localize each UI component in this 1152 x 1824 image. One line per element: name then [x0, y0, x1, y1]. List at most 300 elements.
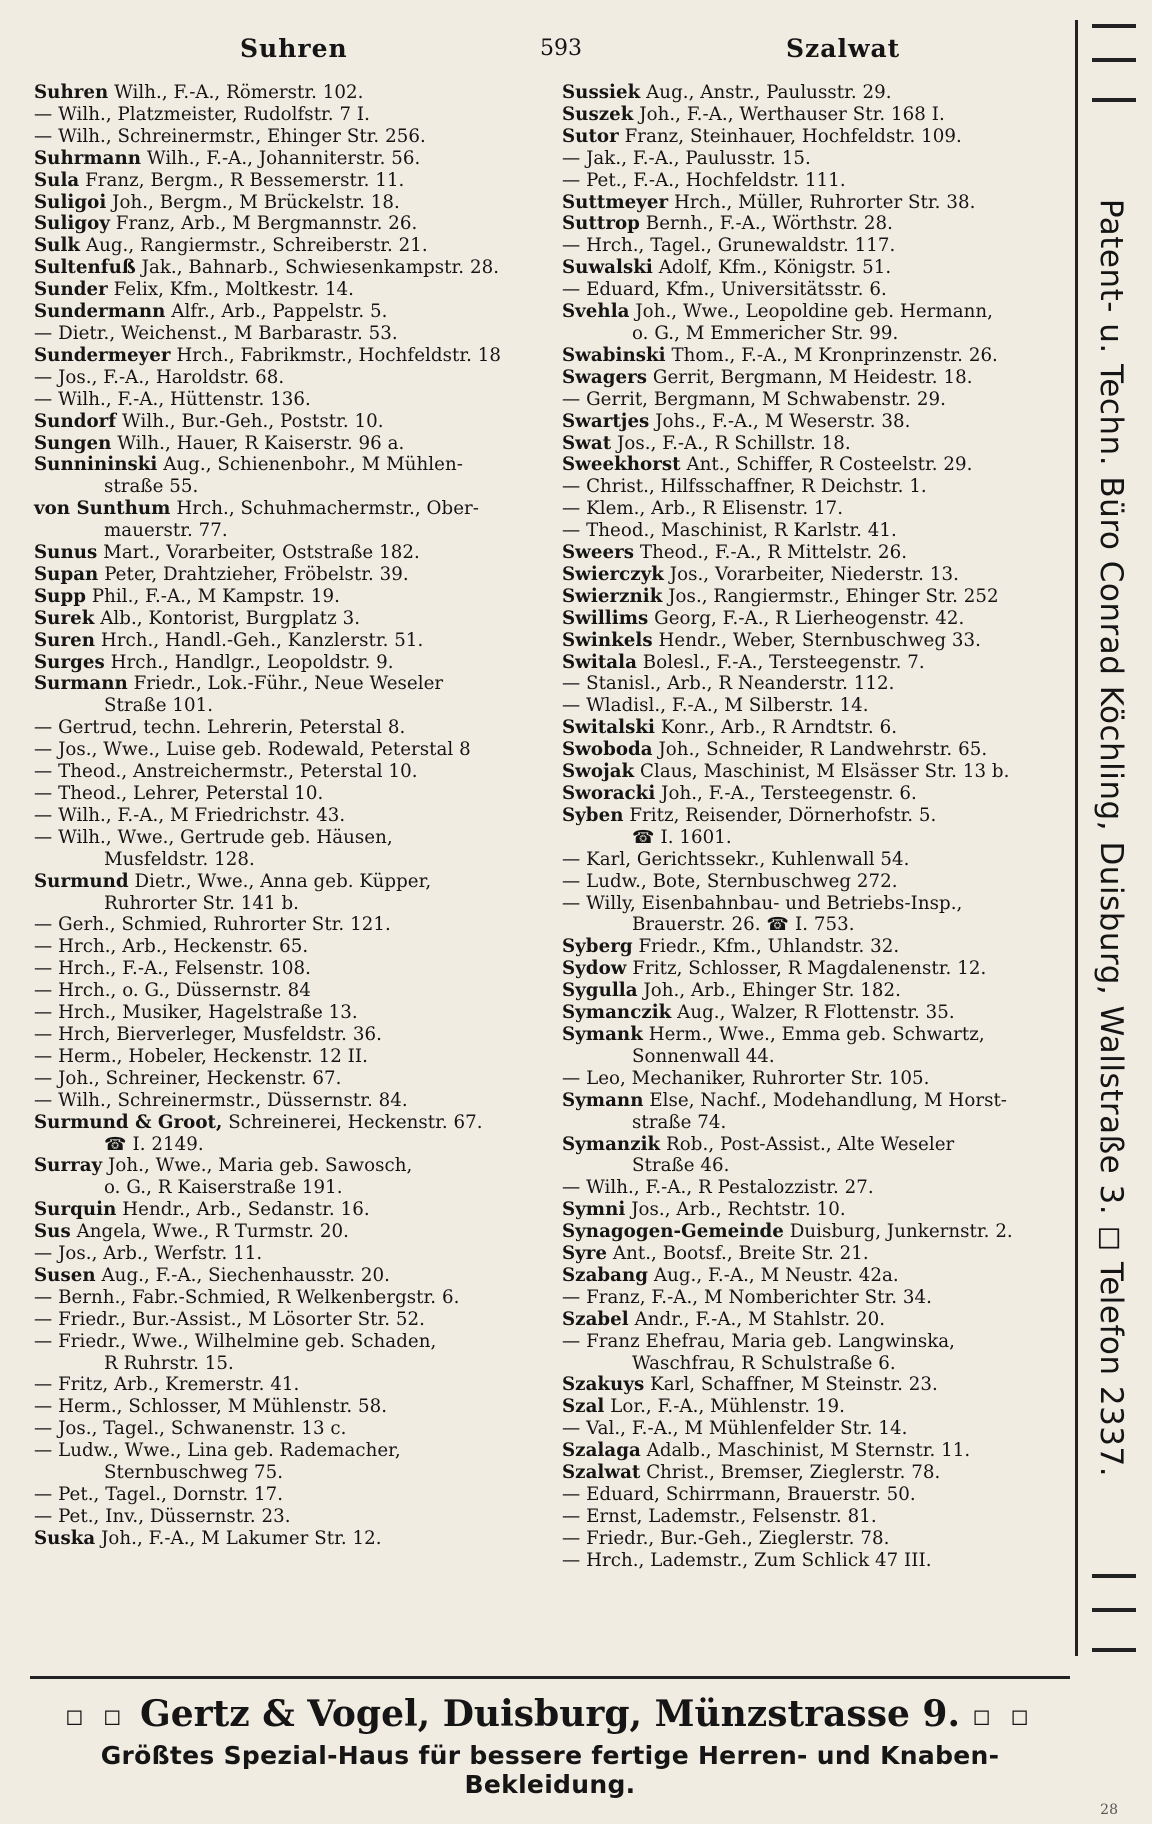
entry-surname: Szalwat	[562, 1462, 641, 1484]
entry-surname: Sundermeyer	[34, 344, 171, 366]
entry-surname: Szal	[562, 1396, 605, 1418]
entry-surname: Symank	[562, 1023, 643, 1045]
entry-details: — Joh., Schreiner, Heckenstr. 67.	[34, 1067, 342, 1089]
entry-surname: Surmund	[34, 870, 129, 892]
entry-details: Else, Nachf., Modehandlung, M Horst-	[649, 1089, 1008, 1111]
directory-entry	[34, 739, 554, 761]
directory-entry	[34, 542, 554, 564]
entry-details: Wilh., Bur.-Geh., Poststr. 10.	[122, 410, 384, 432]
entry-details: — Theod., Lehrer, Peterstal 10.	[34, 783, 324, 804]
directory-entry	[34, 1024, 554, 1046]
bottom-ad-squares-right: ◻ ◻	[972, 1704, 1035, 1730]
entry-details: Hrch., Müller, Ruhrorter Str. 38.	[674, 191, 976, 213]
directory-entry	[34, 1199, 554, 1221]
entry-details: — Theod., Anstreichermstr., Peterstal 10.	[34, 761, 418, 783]
entry-surname: Symanzik	[562, 1133, 661, 1155]
entry-details: — Hrch., o. G., Düssernstr. 84	[34, 980, 311, 1002]
directory-entry	[562, 389, 1068, 411]
directory-entry	[34, 914, 554, 936]
entry-details: Friedr., Kfm., Uhlandstr. 32.	[638, 936, 900, 958]
entry-details: Joh., Bergm., M Brückelstr. 18.	[112, 191, 400, 213]
directory-entry	[562, 1550, 1068, 1572]
directory-entry	[562, 630, 1068, 652]
entry-surname: Szabel	[562, 1308, 629, 1330]
entry-details: Thom., F.-A., M Kronprinzenstr. 26.	[671, 344, 998, 366]
entry-details: — Jak., F.-A., Paulusstr. 15.	[562, 147, 811, 169]
directory-entry	[34, 411, 554, 433]
entry-surname: Sussiek	[562, 82, 641, 103]
entry-surname: Sunnininski	[34, 454, 158, 476]
entry-details: Ant., Schiffer, R Costeelstr. 29.	[686, 454, 973, 476]
entry-details: Jak., Bahnarb., Schwiesenkampstr. 28.	[141, 257, 500, 279]
directory-entry	[562, 192, 1068, 214]
entry-surname: Swinkels	[562, 629, 653, 651]
entry-details: Jos., Arb., Rechtstr. 10.	[631, 1199, 846, 1221]
directory-entry	[34, 630, 554, 652]
entry-surname: Szabang	[562, 1264, 649, 1286]
entry-details: Brauerstr. 26. ☎ I. 753.	[632, 914, 855, 936]
entry-surname: Suhrmann	[34, 147, 142, 169]
entry-surname: Suszek	[562, 103, 634, 125]
directory-entry	[562, 1090, 1068, 1112]
directory-entry	[34, 1309, 554, 1331]
directory-entry	[34, 1002, 554, 1024]
directory-entry	[562, 126, 1068, 148]
entry-details: Joh., F.-A., M Lakumer Str. 12.	[101, 1527, 382, 1549]
directory-entry	[562, 411, 1068, 433]
entry-details: ☎ I. 2149.	[104, 1133, 204, 1155]
side-ad-bottom-rule	[1092, 1574, 1136, 1652]
entry-details: — Jos., Tagel., Schwanenstr. 13 c.	[34, 1418, 347, 1440]
entry-details: Joh., Arb., Ehinger Str. 182.	[643, 980, 901, 1002]
directory-entry	[562, 652, 1068, 674]
directory-entry	[34, 170, 554, 192]
directory-entry	[562, 761, 1068, 783]
entry-surname: Sungen	[34, 432, 112, 454]
directory-entry	[562, 1068, 1068, 1090]
entry-details: Joh., F.-A., Werthauser Str. 168 I.	[639, 103, 945, 125]
entry-details: Ant., Bootsf., Breite Str. 21.	[612, 1243, 869, 1265]
entry-details: — Wilh., Schreinermstr., Düssernstr. 84.	[34, 1089, 408, 1111]
directory-entry	[34, 827, 554, 849]
directory-entry	[34, 936, 554, 958]
entry-details: — Wilh., F.-A., R Pestalozzistr. 27.	[562, 1177, 874, 1199]
directory-entry	[562, 1243, 1068, 1265]
directory-entry	[34, 498, 554, 520]
directory-entry	[34, 761, 554, 783]
entry-surname: Suligoi	[34, 191, 107, 213]
entry-details: Jos., F.-A., R Schillstr. 18.	[617, 432, 851, 454]
right-column	[562, 82, 1068, 1572]
entry-surname: Suhren	[34, 82, 109, 103]
entry-details: Musfeldstr. 128.	[104, 848, 255, 870]
entry-details: Schreinerei, Heckenstr. 67.	[228, 1111, 483, 1133]
entry-details: Hendr., Arb., Sedanstr. 16.	[122, 1199, 370, 1221]
page-number: 593	[540, 36, 582, 61]
entry-details: Franz, Bergm., R Bessemerstr. 11.	[85, 169, 405, 191]
entry-details: — Jos., F.-A., Haroldstr. 68.	[34, 366, 285, 388]
entry-details: Hrch., Fabrikmstr., Hochfeldstr. 18	[176, 344, 501, 366]
directory-entry	[34, 279, 554, 301]
side-advertisement	[1075, 20, 1144, 1656]
entry-details: — Pet., Tagel., Dornstr. 17.	[34, 1484, 284, 1505]
entry-details: — Leo, Mechaniker, Ruhrorter Str. 105.	[562, 1067, 930, 1089]
directory-entry	[34, 301, 554, 323]
directory-entry	[34, 126, 554, 148]
directory-entry	[562, 827, 1068, 849]
directory-entry	[34, 148, 554, 170]
entry-surname: Symann	[562, 1089, 644, 1111]
entry-surname: Szakuys	[562, 1374, 645, 1396]
entry-surname: Sunder	[34, 279, 108, 301]
directory-entry	[34, 1440, 554, 1462]
directory-entry	[34, 1287, 554, 1309]
entry-details: R Ruhrstr. 15.	[104, 1352, 234, 1374]
left-column	[34, 82, 554, 1550]
entry-surname: Sworacki	[562, 783, 656, 804]
entry-surname: Sulk	[34, 235, 81, 257]
directory-entry	[562, 279, 1068, 301]
directory-entry	[34, 1331, 554, 1353]
entry-details: Angela, Wwe., R Turmstr. 20.	[76, 1221, 349, 1243]
entry-details: Jos., Rangiermstr., Ehinger Str. 252	[668, 585, 999, 607]
corner-mark: 28	[1100, 1802, 1118, 1818]
directory-entry	[34, 257, 554, 279]
entry-details: straße 74.	[632, 1111, 727, 1133]
directory-entry	[562, 1440, 1068, 1462]
entry-details: Straße 101.	[104, 695, 214, 717]
entry-surname: Switalski	[562, 717, 655, 739]
entry-details: — Gerh., Schmied, Ruhrorter Str. 121.	[34, 914, 391, 936]
directory-entry	[562, 257, 1068, 279]
directory-entry	[34, 213, 554, 235]
directory-entry	[562, 323, 1068, 345]
entry-surname: Surmann	[34, 673, 128, 695]
bottom-ad-line1	[30, 1693, 1070, 1735]
entry-surname: Swierczyk	[562, 563, 664, 585]
entry-surname: Sus	[34, 1221, 71, 1243]
directory-entry	[34, 82, 554, 104]
entry-details: Aug., Schienenbohr., M Mühlen-	[163, 454, 463, 476]
entry-details: — Hrch., Arb., Heckenstr. 65.	[34, 936, 309, 958]
entry-details: Herm., Wwe., Emma geb. Schwartz,	[648, 1023, 985, 1045]
entry-details: Aug., Rangiermstr., Schreiberstr. 21.	[85, 235, 428, 257]
directory-entry	[562, 1199, 1068, 1221]
entry-details: Ruhrorter Str. 141 b.	[104, 892, 300, 914]
side-ad-top-rule	[1092, 24, 1136, 102]
entry-details: Duisburg, Junkernstr. 2.	[789, 1221, 1013, 1243]
directory-entry	[34, 980, 554, 1002]
directory-entry	[34, 608, 554, 630]
directory-entry	[562, 498, 1068, 520]
header-right-keyword: Szalwat	[786, 34, 901, 63]
directory-entry	[562, 673, 1068, 695]
entry-details: Bolesl., F.-A., Tersteegenstr. 7.	[642, 651, 925, 673]
entry-surname: Susen	[34, 1264, 96, 1286]
entry-details: — Pet., F.-A., Hochfeldstr. 111.	[562, 169, 846, 191]
entry-details: — Hrch., Tagel., Grunewaldstr. 117.	[562, 235, 896, 257]
entry-surname: Sutor	[562, 125, 619, 147]
directory-entry	[562, 345, 1068, 367]
entry-surname: Sunus	[34, 542, 98, 564]
entry-surname: Surmund & Groot,	[34, 1111, 223, 1133]
entry-surname: Swojak	[562, 761, 635, 783]
entry-surname: Suwalski	[562, 257, 653, 279]
entry-details: Sternbuschweg 75.	[104, 1462, 284, 1484]
entry-surname: Sweers	[562, 542, 635, 564]
entry-details: — Stanisl., Arb., R Neanderstr. 112.	[562, 673, 895, 695]
directory-entry	[34, 389, 554, 411]
directory-entry	[34, 849, 554, 871]
directory-entry	[562, 586, 1068, 608]
directory-entry	[34, 652, 554, 674]
entry-details: — Jos., Arb., Werfstr. 11.	[34, 1243, 263, 1265]
directory-entry	[562, 1177, 1068, 1199]
entry-surname: Surquin	[34, 1199, 117, 1221]
entry-surname: Symanczik	[562, 1002, 672, 1024]
entry-details: Adalb., Maschinist, M Sternstr. 11.	[646, 1440, 971, 1462]
directory-entry	[562, 1418, 1068, 1440]
entry-details: — Wladisl., F.-A., M Silberstr. 14.	[562, 695, 869, 717]
entry-details: Bernh., F.-A., Wörthstr. 28.	[645, 213, 893, 235]
entry-details: Fritz, Reisender, Dörnerhofstr. 5.	[629, 804, 937, 826]
entry-surname: Sula	[34, 169, 80, 191]
entry-surname: Suttrop	[562, 213, 640, 235]
directory-entry	[562, 104, 1068, 126]
bottom-ad-company: Gertz & Vogel, Duisburg, Münzstrasse 9.	[140, 1693, 960, 1735]
directory-entry	[34, 520, 554, 542]
directory-entry	[562, 213, 1068, 235]
directory-entry	[34, 104, 554, 126]
entry-details: Peter, Drahtzieher, Fröbelstr. 39.	[104, 563, 409, 585]
directory-entry	[34, 1221, 554, 1243]
header-left-keyword: Suhren	[240, 34, 348, 63]
entry-surname: Syberg	[562, 936, 633, 958]
directory-entry	[562, 454, 1068, 476]
entry-details: — Friedr., Bur.-Assist., M Lösorter Str. 52.	[34, 1308, 425, 1330]
directory-entry	[34, 235, 554, 257]
directory-entry	[34, 673, 554, 695]
directory-entry	[562, 1287, 1068, 1309]
entry-details: — Fritz, Arb., Kremerstr. 41.	[34, 1374, 300, 1396]
directory-entry	[562, 1331, 1068, 1353]
entry-details: Felix, Kfm., Moltkestr. 14.	[113, 279, 355, 301]
entry-surname: Swabinski	[562, 344, 666, 366]
directory-entry	[562, 301, 1068, 323]
directory-entry	[562, 148, 1068, 170]
directory-entry	[562, 170, 1068, 192]
directory-entry	[562, 608, 1068, 630]
directory-entry	[562, 367, 1068, 389]
directory-entry	[562, 564, 1068, 586]
directory-entry	[562, 1265, 1068, 1287]
entry-details: Alb., Kontorist, Burgplatz 3.	[100, 607, 361, 629]
directory-entry	[34, 1046, 554, 1068]
directory-entry	[34, 564, 554, 586]
directory-entry	[562, 936, 1068, 958]
directory-entry	[34, 192, 554, 214]
entry-surname: Switala	[562, 651, 637, 673]
entry-surname: Sygulla	[562, 980, 638, 1002]
entry-details: ☎ I. 1601.	[632, 826, 732, 848]
directory-entry	[562, 476, 1068, 498]
directory-entry	[562, 1002, 1068, 1024]
entry-details: — Dietr., Weichenst., M Barbarastr. 53.	[34, 322, 398, 344]
entry-details: — Hrch., F.-A., Felsenstr. 108.	[34, 958, 311, 980]
entry-details: — Pet., Inv., Düssernstr. 23.	[34, 1505, 291, 1527]
entry-details: Hrch., Handl.-Geh., Kanzlerstr. 51.	[100, 629, 424, 651]
entry-details: Aug., Anstr., Paulusstr. 29.	[646, 82, 892, 103]
directory-entry	[34, 345, 554, 367]
directory-entry	[562, 1155, 1068, 1177]
entry-details: Sonnenwall 44.	[632, 1045, 775, 1067]
directory-entry	[34, 871, 554, 893]
entry-details: Theod., F.-A., R Mittelstr. 26.	[639, 542, 908, 564]
entry-surname: Syben	[562, 804, 624, 826]
directory-entry	[34, 1068, 554, 1090]
page-header	[30, 28, 1060, 72]
entry-surname: Surges	[34, 651, 105, 673]
directory-entry	[34, 476, 554, 498]
entry-details: — Bernh., Fabr.-Schmied, R Welkenbergstr. 6.	[34, 1286, 460, 1308]
entry-details: Hrch., Schuhmachermstr., Ober-	[176, 498, 479, 520]
entry-details: — Ludw., Wwe., Lina geb. Rademacher,	[34, 1440, 401, 1462]
directory-entry	[562, 914, 1068, 936]
directory-entry	[34, 1396, 554, 1418]
entry-details: straße 55.	[104, 476, 199, 498]
entry-details: Jos., Vorarbeiter, Niederstr. 13.	[669, 563, 959, 585]
entry-surname: Supan	[34, 563, 99, 585]
side-ad-text: Patent- u. Techn. Büro Conrad Köchling, Duisburg, Wallstraße 3. ◻ Telefon 2337.	[1093, 198, 1129, 1478]
entry-details: Konr., Arb., R Arndtstr. 6.	[660, 717, 898, 739]
entry-details: — Willy, Eisenbahnbau- und Betriebs-Insp.,	[562, 892, 963, 914]
bottom-advertisement	[30, 1676, 1070, 1799]
directory-entry	[562, 433, 1068, 455]
entry-details: Aug., F.-A., M Neustr. 42a.	[653, 1264, 899, 1286]
entry-details: — Christ., Hilfsschaffner, R Deichstr. 1.	[562, 476, 927, 498]
directory-entry	[34, 454, 554, 476]
entry-surname: Szalaga	[562, 1440, 641, 1462]
directory-entry	[34, 1155, 554, 1177]
directory-entry	[562, 1309, 1068, 1331]
entry-surname: Suska	[34, 1527, 96, 1549]
entry-surname: Svehla	[562, 301, 630, 323]
entry-details: — Herm., Hobeler, Heckenstr. 12 II.	[34, 1045, 368, 1067]
directory-entry	[34, 1265, 554, 1287]
directory-entry	[562, 958, 1068, 980]
entry-surname: Swagers	[562, 366, 648, 388]
entry-details: — Franz Ehefrau, Maria geb. Langwinska,	[562, 1330, 956, 1352]
entry-surname: Suttmeyer	[562, 191, 669, 213]
entry-details: — Gerrit, Bergmann, M Schwabenstr. 29.	[562, 388, 946, 410]
directory-entry	[34, 323, 554, 345]
directory-entry	[562, 1046, 1068, 1068]
directory-entry	[34, 893, 554, 915]
entry-details: — Wilh., F.-A., Hüttenstr. 136.	[34, 388, 311, 410]
entry-surname: Syre	[562, 1243, 608, 1265]
directory-entry	[562, 805, 1068, 827]
entry-details: Phil., F.-A., M Kampstr. 19.	[91, 585, 340, 607]
directory-entry	[34, 1353, 554, 1375]
directory-entry	[34, 805, 554, 827]
entry-details: Wilh., F.-A., Römerstr. 102.	[114, 82, 364, 103]
entry-details: — Gertrud, techn. Lehrerin, Peterstal 8.	[34, 717, 406, 739]
entry-details: Aug., F.-A., Siechenhausstr. 20.	[101, 1264, 390, 1286]
entry-details: — Karl, Gerichtssekr., Kuhlenwall 54.	[562, 848, 910, 870]
entry-details: — Wilh., F.-A., M Friedrichstr. 43.	[34, 804, 346, 826]
entry-details: Aug., Walzer, R Flottenstr. 35.	[677, 1002, 955, 1024]
entry-details: Mart., Vorarbeiter, Oststraße 182.	[103, 542, 420, 564]
entry-details: Joh., Wwe., Leopoldine geb. Hermann,	[635, 301, 993, 323]
directory-entry	[562, 1134, 1068, 1156]
entry-details: — Friedr., Bur.-Geh., Zieglerstr. 78.	[562, 1527, 890, 1549]
entry-details: Fritz, Schlosser, R Magdalenenstr. 12.	[632, 958, 987, 980]
directory-entry	[562, 1112, 1068, 1134]
directory-entry	[34, 1484, 554, 1506]
entry-surname: Sundermann	[34, 301, 166, 323]
entry-surname: Swat	[562, 432, 612, 454]
directory-entry	[34, 1243, 554, 1265]
directory-entry	[34, 1462, 554, 1484]
entry-details: Joh., Wwe., Maria geb. Sawosch,	[108, 1155, 413, 1177]
entry-details: Dietr., Wwe., Anna geb. Küpper,	[134, 870, 432, 892]
entry-details: Alfr., Arb., Pappelstr. 5.	[171, 301, 388, 323]
entry-details: — Wilh., Platzmeister, Rudolfstr. 7 I.	[34, 103, 370, 125]
directory-entry	[34, 1090, 554, 1112]
directory-entry	[562, 82, 1068, 104]
entry-surname: Suligoy	[34, 213, 110, 235]
entry-details: o. G., R Kaiserstraße 191.	[104, 1177, 343, 1199]
entry-details: Gerrit, Bergmann, M Heidestr. 18.	[652, 366, 973, 388]
entry-details: Waschfrau, R Schulstraße 6.	[632, 1352, 896, 1374]
entry-details: Lor., F.-A., Mühlenstr. 19.	[610, 1396, 845, 1418]
entry-details: Franz, Arb., M Bergmannstr. 26.	[115, 213, 418, 235]
entry-details: o. G., M Emmericher Str. 99.	[632, 322, 899, 344]
entry-surname: Sundorf	[34, 410, 117, 432]
directory-entry	[562, 1396, 1068, 1418]
directory-entry	[562, 1353, 1068, 1375]
directory-entry	[34, 1506, 554, 1528]
directory-entry	[34, 1418, 554, 1440]
entry-surname: Surray	[34, 1155, 103, 1177]
entry-details: — Herm., Schlosser, M Mühlenstr. 58.	[34, 1396, 388, 1418]
directory-entry	[34, 958, 554, 980]
directory-entry	[34, 586, 554, 608]
entry-details: Friedr., Lok.-Führ., Neue Weseler	[133, 673, 444, 695]
entry-details: Adolf, Kfm., Königstr. 51.	[658, 257, 892, 279]
entry-details: — Hrch., Lademstr., Zum Schlick 47 III.	[562, 1549, 932, 1571]
entry-details: Andr., F.-A., M Stahlstr. 20.	[634, 1308, 886, 1330]
entry-surname: Symni	[562, 1199, 626, 1221]
entry-details: Wilh., F.-A., Johanniterstr. 56.	[146, 147, 421, 169]
entry-surname: Swoboda	[562, 739, 653, 761]
directory-entry	[34, 1134, 554, 1156]
directory-entry	[562, 893, 1068, 915]
entry-details: — Hrch., Musiker, Hagelstraße 13.	[34, 1002, 358, 1024]
directory-entry	[34, 717, 554, 739]
entry-surname: Surek	[34, 607, 95, 629]
directory-entry	[562, 235, 1068, 257]
entry-surname: Swartjes	[562, 410, 650, 432]
entry-surname: Sydow	[562, 958, 627, 980]
entry-details: Claus, Maschinist, M Elsässer Str. 13 b.	[640, 761, 1010, 783]
bottom-ad-squares-left: ◻ ◻	[65, 1704, 128, 1730]
entry-details: Franz, Steinhauer, Hochfeldstr. 109.	[624, 125, 962, 147]
directory-entry	[562, 739, 1068, 761]
entry-details: Hendr., Weber, Sternbuschweg 33.	[658, 629, 981, 651]
entry-details: Georg, F.-A., R Lierheogenstr. 42.	[654, 607, 965, 629]
entry-surname: Synagogen-Gemeinde	[562, 1221, 784, 1243]
